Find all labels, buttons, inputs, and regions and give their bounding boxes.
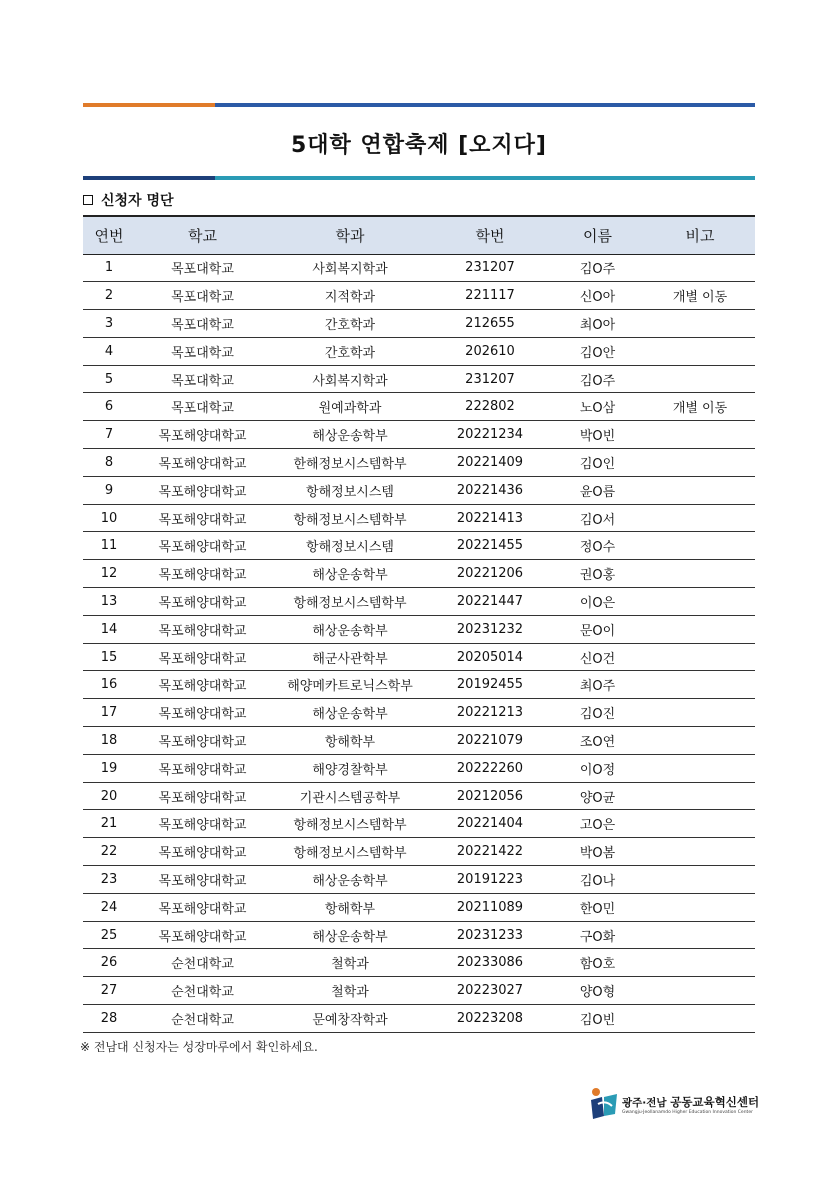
logo-name: 공동교육혁신센터 [670, 1095, 760, 1109]
center-logo-icon [588, 1086, 620, 1122]
cell-department: 해상운송학부 [312, 623, 388, 639]
cell-school: 목포해양대학교 [158, 623, 247, 639]
table-row [83, 727, 755, 755]
cell-name: 이O은 [579, 595, 616, 611]
cell-name: 박O봄 [579, 846, 616, 862]
cell-school: 목포해양대학교 [158, 540, 247, 556]
cell-student-id: 20223027 [456, 983, 524, 999]
cell-school: 목포해양대학교 [158, 846, 247, 862]
cell-name: 김O진 [579, 707, 616, 723]
table-row [83, 310, 755, 338]
cell-department: 사회복지학과 [312, 373, 388, 389]
cell-name: 김O주 [579, 262, 616, 278]
cell-student-id: 20221213 [456, 705, 524, 721]
header-student-id: 학번 [475, 226, 505, 245]
cell-school: 목포해양대학교 [158, 456, 247, 472]
cell-school: 목포해양대학교 [158, 873, 247, 889]
cell-remarks [645, 671, 755, 699]
cell-number: 1 [104, 260, 114, 276]
cell-school: 순천대학교 [171, 985, 234, 1001]
table-row [83, 810, 755, 838]
cell-school: 목포대학교 [171, 401, 234, 417]
cell-department: 기관시스템공학부 [299, 790, 401, 806]
cell-number: 8 [104, 454, 114, 470]
cell-number: 24 [100, 899, 118, 915]
cell-number: 15 [100, 649, 118, 665]
cell-school: 목포대학교 [171, 262, 234, 278]
table-row [83, 560, 755, 588]
cell-student-id: 222802 [465, 399, 515, 415]
title-underline-navy [83, 176, 215, 180]
table-row [83, 504, 755, 532]
cell-number: 19 [100, 760, 118, 776]
cell-number: 4 [104, 343, 114, 359]
cell-school: 목포해양대학교 [158, 818, 247, 834]
cell-school: 목포해양대학교 [158, 429, 247, 445]
cell-number: 11 [100, 538, 118, 554]
cell-remarks [645, 560, 755, 588]
cell-student-id: 20221404 [456, 816, 524, 832]
cell-remarks [645, 782, 755, 810]
header-number: 연번 [94, 226, 124, 245]
cell-student-id: 20233086 [456, 955, 524, 971]
applicant-table [83, 215, 755, 1033]
cell-student-id: 231207 [465, 371, 515, 387]
cell-number: 23 [100, 871, 118, 887]
cell-name: 김O주 [579, 373, 616, 389]
cell-number: 28 [100, 1010, 118, 1026]
cell-number: 2 [104, 288, 114, 304]
cell-student-id: 20221206 [456, 566, 524, 582]
cell-student-id: 20192455 [456, 677, 524, 693]
cell-department: 해양경찰학부 [312, 762, 388, 778]
cell-remarks [645, 643, 755, 671]
cell-school: 목포해양대학교 [158, 734, 247, 750]
cell-number: 16 [100, 677, 118, 693]
top-accent-orange [83, 103, 215, 107]
table-row [83, 615, 755, 643]
cell-department: 해군사관학부 [312, 651, 388, 667]
cell-school: 목포해양대학교 [158, 484, 247, 500]
cell-number: 26 [100, 955, 118, 971]
cell-name: 양O균 [579, 790, 616, 806]
table-row [83, 254, 755, 282]
cell-student-id: 20191223 [456, 871, 524, 887]
header-school: 학교 [188, 226, 217, 245]
cell-student-id: 20221409 [456, 454, 524, 470]
title-underline-bar [83, 176, 755, 180]
table-row [83, 393, 755, 421]
logo-region: 광주·전남 [622, 1097, 667, 1109]
cell-remarks: 개별 이동 [672, 290, 728, 306]
table-row [83, 699, 755, 727]
cell-remarks [645, 727, 755, 755]
cell-remarks: 개별 이동 [672, 401, 728, 417]
logo-subtitle: Gwangju·Jeollanamdo Higher Education Innovation Center [622, 1110, 753, 1115]
cell-number: 21 [100, 816, 118, 832]
cell-remarks [645, 476, 755, 504]
cell-remarks [645, 254, 755, 282]
cell-student-id: 202610 [465, 343, 515, 359]
cell-department: 해양메카트로닉스학부 [287, 679, 413, 695]
header-remarks: 비고 [685, 226, 715, 245]
footnote: ※ 전남대 신청자는 성장마루에서 확인하세요. [80, 1040, 318, 1054]
title-underline-teal [215, 176, 755, 180]
cell-student-id: 20222260 [456, 760, 524, 776]
cell-name: 윤O름 [579, 484, 616, 500]
page-title: 5대학 연합축제 [오지다] [290, 133, 547, 158]
cell-school: 목포대학교 [171, 373, 234, 389]
cell-school: 목포해양대학교 [158, 568, 247, 584]
cell-student-id: 20212056 [456, 788, 524, 804]
cell-name: 김O빈 [579, 1012, 616, 1028]
cell-name: 최O주 [579, 679, 616, 695]
cell-number: 7 [104, 427, 114, 443]
table-row [83, 671, 755, 699]
checkbox-square-icon [83, 195, 93, 205]
cell-name: 구O화 [579, 929, 616, 945]
cell-student-id: 20221436 [456, 482, 524, 498]
cell-student-id: 20231233 [456, 927, 524, 943]
table-row [83, 337, 755, 365]
cell-number: 6 [104, 399, 114, 415]
cell-student-id: 221117 [465, 288, 515, 304]
cell-number: 3 [104, 315, 114, 331]
logo-title [622, 1094, 759, 1110]
cell-name: 고O은 [579, 818, 616, 834]
cell-school: 목포해양대학교 [158, 679, 247, 695]
cell-school: 목포해양대학교 [158, 595, 247, 611]
table-row [83, 643, 755, 671]
header-department: 학과 [335, 226, 365, 245]
cell-remarks [645, 449, 755, 477]
top-accent-bar [83, 103, 755, 107]
cell-department: 항해학부 [324, 734, 376, 750]
cell-remarks [645, 893, 755, 921]
table-row [83, 449, 755, 477]
cell-department: 간호학과 [324, 317, 376, 333]
cell-remarks [645, 588, 755, 616]
cell-department: 항해학부 [324, 901, 376, 917]
cell-student-id: 231207 [465, 260, 515, 276]
cell-student-id: 20221079 [456, 732, 524, 748]
header-name: 이름 [583, 226, 612, 245]
cell-school: 목포해양대학교 [158, 651, 247, 667]
cell-department: 항해정보시스템 [306, 540, 394, 556]
cell-number: 17 [100, 705, 118, 721]
cell-department: 간호학과 [324, 345, 376, 361]
cell-student-id: 20231232 [456, 621, 524, 637]
cell-school: 순천대학교 [171, 957, 234, 973]
cell-department: 한해정보시스템학부 [293, 456, 407, 472]
cell-remarks [645, 838, 755, 866]
section-title: 신청자 명단 [101, 193, 174, 209]
cell-remarks [645, 949, 755, 977]
cell-name: 박O빈 [579, 429, 616, 445]
cell-department: 항해정보시스템학부 [293, 595, 407, 611]
cell-remarks [645, 810, 755, 838]
cell-school: 목포해양대학교 [158, 929, 247, 945]
cell-name: 양O형 [579, 985, 616, 1001]
cell-school: 목포대학교 [171, 290, 234, 306]
cell-department: 원예과학과 [318, 401, 382, 417]
cell-name: 조O연 [579, 734, 616, 750]
table-row [83, 365, 755, 393]
table-row [83, 893, 755, 921]
cell-department: 항해정보시스템학부 [293, 846, 407, 862]
cell-name: 문O이 [579, 623, 616, 639]
cell-name: 정O수 [579, 540, 616, 556]
cell-remarks [645, 365, 755, 393]
cell-remarks [645, 866, 755, 894]
cell-department: 문예창작학과 [312, 1012, 388, 1028]
cell-school: 목포해양대학교 [158, 512, 247, 528]
cell-name: 이O정 [579, 762, 616, 778]
table-row [83, 782, 755, 810]
cell-department: 지적학과 [324, 290, 376, 306]
cell-name: 한O민 [579, 901, 616, 917]
table-row [83, 949, 755, 977]
cell-number: 13 [100, 593, 118, 609]
cell-department: 해상운송학부 [312, 707, 388, 723]
cell-number: 12 [100, 566, 118, 582]
cell-student-id: 212655 [465, 315, 515, 331]
table-row [83, 476, 755, 504]
table-body [83, 254, 755, 1032]
cell-student-id: 20221422 [456, 844, 524, 860]
table-row [83, 754, 755, 782]
cell-name: 권O홍 [579, 568, 616, 584]
cell-number: 5 [104, 371, 114, 387]
cell-school: 목포해양대학교 [158, 790, 247, 806]
cell-school: 목포대학교 [171, 317, 234, 333]
cell-name: 김O나 [579, 873, 616, 889]
cell-name: 신O건 [579, 651, 616, 667]
cell-remarks [645, 337, 755, 365]
cell-department: 항해정보시스템 [306, 484, 394, 500]
cell-school: 목포해양대학교 [158, 707, 247, 723]
cell-name: 최O아 [579, 317, 616, 333]
cell-remarks [645, 977, 755, 1005]
table-row [83, 532, 755, 560]
cell-student-id: 20221447 [456, 593, 524, 609]
cell-number: 27 [100, 983, 118, 999]
cell-department: 해상운송학부 [312, 568, 388, 584]
cell-remarks [645, 504, 755, 532]
cell-name: 김O안 [579, 345, 616, 361]
cell-number: 22 [100, 844, 118, 860]
cell-student-id: 20223208 [456, 1010, 524, 1026]
cell-remarks [645, 532, 755, 560]
cell-number: 25 [100, 927, 118, 943]
top-accent-blue [215, 103, 755, 107]
cell-department: 해상운송학부 [312, 929, 388, 945]
cell-school: 목포대학교 [171, 345, 234, 361]
section-heading [83, 190, 174, 210]
cell-department: 철학과 [331, 957, 369, 973]
cell-name: 함O호 [579, 957, 616, 973]
cell-number: 14 [100, 621, 118, 637]
table-row [83, 282, 755, 310]
table-row [83, 977, 755, 1005]
cell-number: 10 [100, 510, 118, 526]
cell-number: 20 [100, 788, 118, 804]
cell-student-id: 20205014 [456, 649, 524, 665]
cell-name: 김O인 [579, 456, 616, 472]
table-row [83, 421, 755, 449]
cell-department: 항해정보시스템학부 [293, 818, 407, 834]
table-row [83, 588, 755, 616]
table-header-row [83, 216, 755, 254]
cell-department: 사회복지학과 [312, 262, 388, 278]
cell-student-id: 20221234 [456, 427, 524, 443]
cell-name: 김O서 [579, 512, 616, 528]
cell-name: 노O삼 [579, 401, 616, 417]
cell-department: 항해정보시스템학부 [293, 512, 407, 528]
table-row [83, 921, 755, 949]
table-row [83, 1005, 755, 1033]
cell-remarks [645, 615, 755, 643]
cell-name: 신O아 [579, 290, 616, 306]
cell-remarks [645, 310, 755, 338]
cell-department: 해상운송학부 [312, 873, 388, 889]
cell-department: 철학과 [331, 985, 369, 1001]
cell-number: 18 [100, 732, 118, 748]
cell-school: 목포해양대학교 [158, 762, 247, 778]
table-row [83, 838, 755, 866]
cell-remarks [645, 1005, 755, 1033]
cell-remarks [645, 699, 755, 727]
cell-student-id: 20221413 [456, 510, 524, 526]
cell-student-id: 20211089 [456, 899, 524, 915]
cell-department: 해상운송학부 [312, 429, 388, 445]
cell-student-id: 20221455 [456, 538, 524, 554]
cell-remarks [645, 421, 755, 449]
cell-school: 순천대학교 [171, 1012, 234, 1028]
cell-number: 9 [104, 482, 114, 498]
center-logo [588, 1086, 758, 1122]
table-row [83, 866, 755, 894]
cell-remarks [645, 754, 755, 782]
cell-school: 목포해양대학교 [158, 901, 247, 917]
cell-remarks [645, 921, 755, 949]
